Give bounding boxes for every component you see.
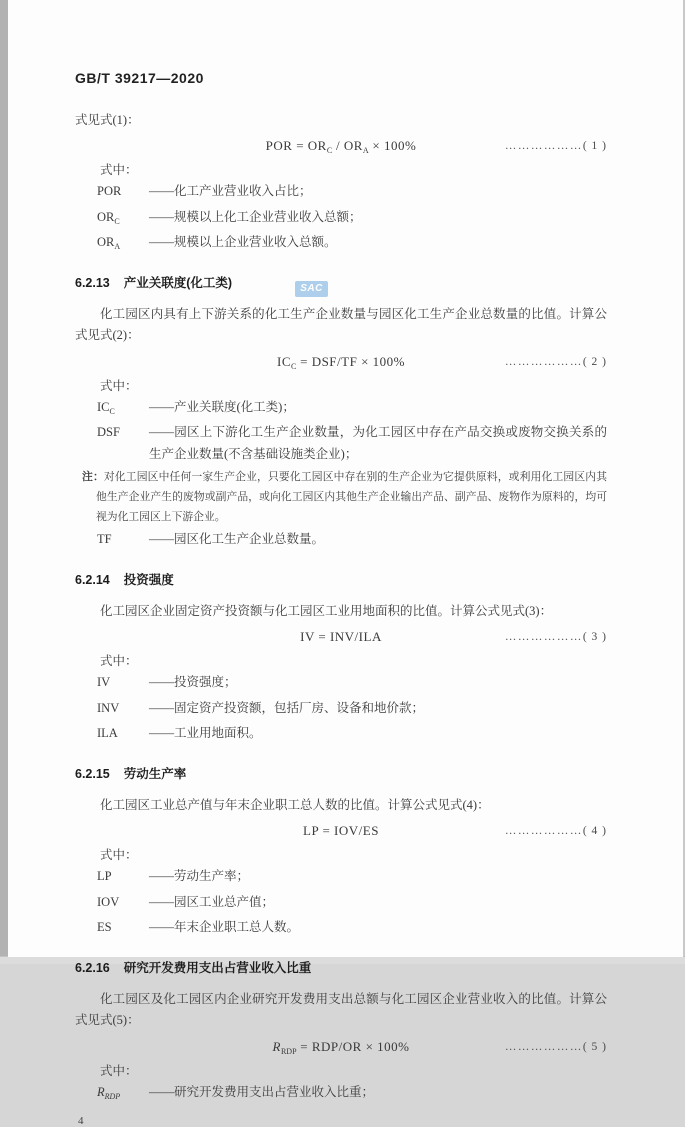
definition-desc: ——投资强度；: [149, 675, 237, 689]
definition-term: LP: [97, 869, 112, 883]
definition-desc: ——规模以上化工企业营业收入总额；: [149, 209, 362, 224]
formula-5-leader: ………………( 5 ): [504, 1040, 607, 1053]
definition-desc: ——规模以上企业营业收入总额。: [149, 235, 337, 249]
definition-row: [97, 397, 607, 423]
definition-term: POR: [97, 184, 122, 198]
formula-2-leader: ………………( 2 ): [504, 355, 607, 368]
section-number: 6.2.13: [75, 275, 110, 290]
standard-number-header: GB/T 39217—2020: [75, 70, 204, 86]
definition-term: IV: [97, 675, 111, 689]
formula-1-row: [75, 134, 607, 158]
formula-1: POR = $OR_C / OR_A \times 100\%$: [265, 138, 417, 155]
section-body: 化工园区及化工园区内企业研究开发费用支出总额与化工园区企业营业收入的比值。计算公式见式(5)：: [75, 991, 607, 1027]
definition-desc: ——产业关联度(化工类)；: [149, 399, 295, 414]
section-number: 6.2.16: [75, 960, 110, 975]
definition-desc: ——园区化工生产企业总数量。: [149, 532, 325, 546]
note-text: 对化工园区中任何一家生产企业，只要化工园区中存在别的生产企业为它提供原料，或利用化工园区内其他生产企业产生的废物或副产品，或向化工园区内其他生产企业输出产品、副产品、废物作为原料的，均可视为化工园区上下游企业。: [96, 471, 608, 523]
section-body: 化工园区工业总产值与年末企业职工总人数的比值。计算公式见式(4)：: [100, 797, 490, 812]
formula-2-row: [75, 350, 607, 374]
definition-desc: ——劳动生产率；: [149, 869, 250, 883]
where-label: 式中：: [100, 848, 138, 862]
definition-row: [97, 917, 607, 943]
definition-desc: ——研究开发费用支出占营业收入比重；: [149, 1084, 375, 1099]
definition-row: [97, 723, 607, 749]
definition-term: TF: [97, 532, 112, 546]
where-label: 式中：: [100, 1063, 138, 1078]
formula-3-row: [75, 625, 607, 649]
definition-row: [97, 672, 607, 698]
formula-3-leader: ………………( 3 ): [504, 631, 607, 643]
section-title: 投资强度: [123, 572, 174, 587]
definition-desc: ——工业用地面积。: [149, 726, 262, 740]
definition-row: [97, 529, 607, 555]
definition-term: DSF: [97, 425, 120, 439]
definition-row: [97, 181, 607, 207]
formula-3: IV = INV/ILA: [300, 629, 382, 644]
section-number: 6.2.15: [75, 766, 110, 781]
page-number: 4: [78, 1115, 84, 1127]
section-body: 化工园区企业固定资产投资额与化工园区工业用地面积的比值。计算公式见式(3)：: [100, 603, 553, 618]
definition-row: [97, 866, 607, 892]
definition-row: [97, 698, 607, 724]
section-heading-6-2-13: [75, 273, 607, 291]
definition-desc: ——年末企业职工总人数。: [149, 920, 300, 934]
note-block: [82, 467, 607, 527]
section-number: 6.2.14: [75, 572, 110, 587]
formula-4-leader: ………………( 4 ): [504, 825, 607, 837]
where-label: 式中：: [100, 163, 138, 177]
formula-5-row: [75, 1035, 607, 1059]
definition-desc: ——化工产业营业收入占比；: [149, 184, 312, 198]
section-title: 研究开发费用支出占营业收入比重: [123, 960, 312, 975]
formula-5: $R_{RDP} = RDP/OR \times 100\%$: [272, 1038, 410, 1056]
section-heading-6-2-16: [75, 958, 607, 976]
definition-row: [97, 422, 607, 465]
note-label: 注：: [82, 471, 104, 483]
section-title: 劳动生产率: [123, 766, 187, 781]
definition-row: [97, 1082, 607, 1108]
formula-lead-text: 式见式(1)：: [75, 113, 140, 127]
formula-2: $IC_C = DSF/TF \times 100\%$: [277, 353, 405, 371]
sac-watermark: SAC: [295, 281, 328, 297]
definition-term: $R_{RDP}$: [97, 1084, 121, 1101]
definition-desc: ——固定资产投资额，包括厂房、设备和地价款；: [149, 700, 425, 715]
formula-1-leader: ………………( 1 ): [504, 140, 607, 152]
where-label: 式中：: [100, 654, 138, 668]
definition-desc: ——园区工业总产值；: [149, 894, 275, 909]
definition-term: ES: [97, 920, 112, 934]
section-heading-6-2-14: [75, 570, 607, 588]
definition-term: IOV: [97, 894, 120, 909]
definition-desc: ——园区上下游化工生产企业数量，为化工园区中存在产品交换或废物交换关系的生产企业数量(不含基础设施类企业)；: [149, 425, 607, 461]
definition-term: $IC_C$: [97, 399, 115, 416]
formula-4-row: [75, 819, 607, 843]
section-body: 化工园区内具有上下游关系的化工生产企业数量与园区化工生产企业总数量的比值。计算公式见式(2)：: [75, 306, 607, 342]
document-page: [8, 0, 683, 1127]
section-title: 产业关联度(化工类): [123, 275, 233, 290]
definition-row: [97, 232, 607, 258]
definition-term: INV: [97, 700, 120, 715]
definition-row: [97, 207, 607, 233]
scan-edge-left: [0, 0, 8, 957]
definition-term: $OR_A$: [97, 235, 121, 251]
section-heading-6-2-15: [75, 764, 607, 782]
formula-4: LP = IOV/ES: [303, 823, 379, 838]
where-label: 式中：: [100, 378, 138, 393]
definition-term: ILA: [97, 726, 118, 740]
definition-term: $OR_C$: [97, 209, 120, 226]
definition-row: [97, 892, 607, 918]
